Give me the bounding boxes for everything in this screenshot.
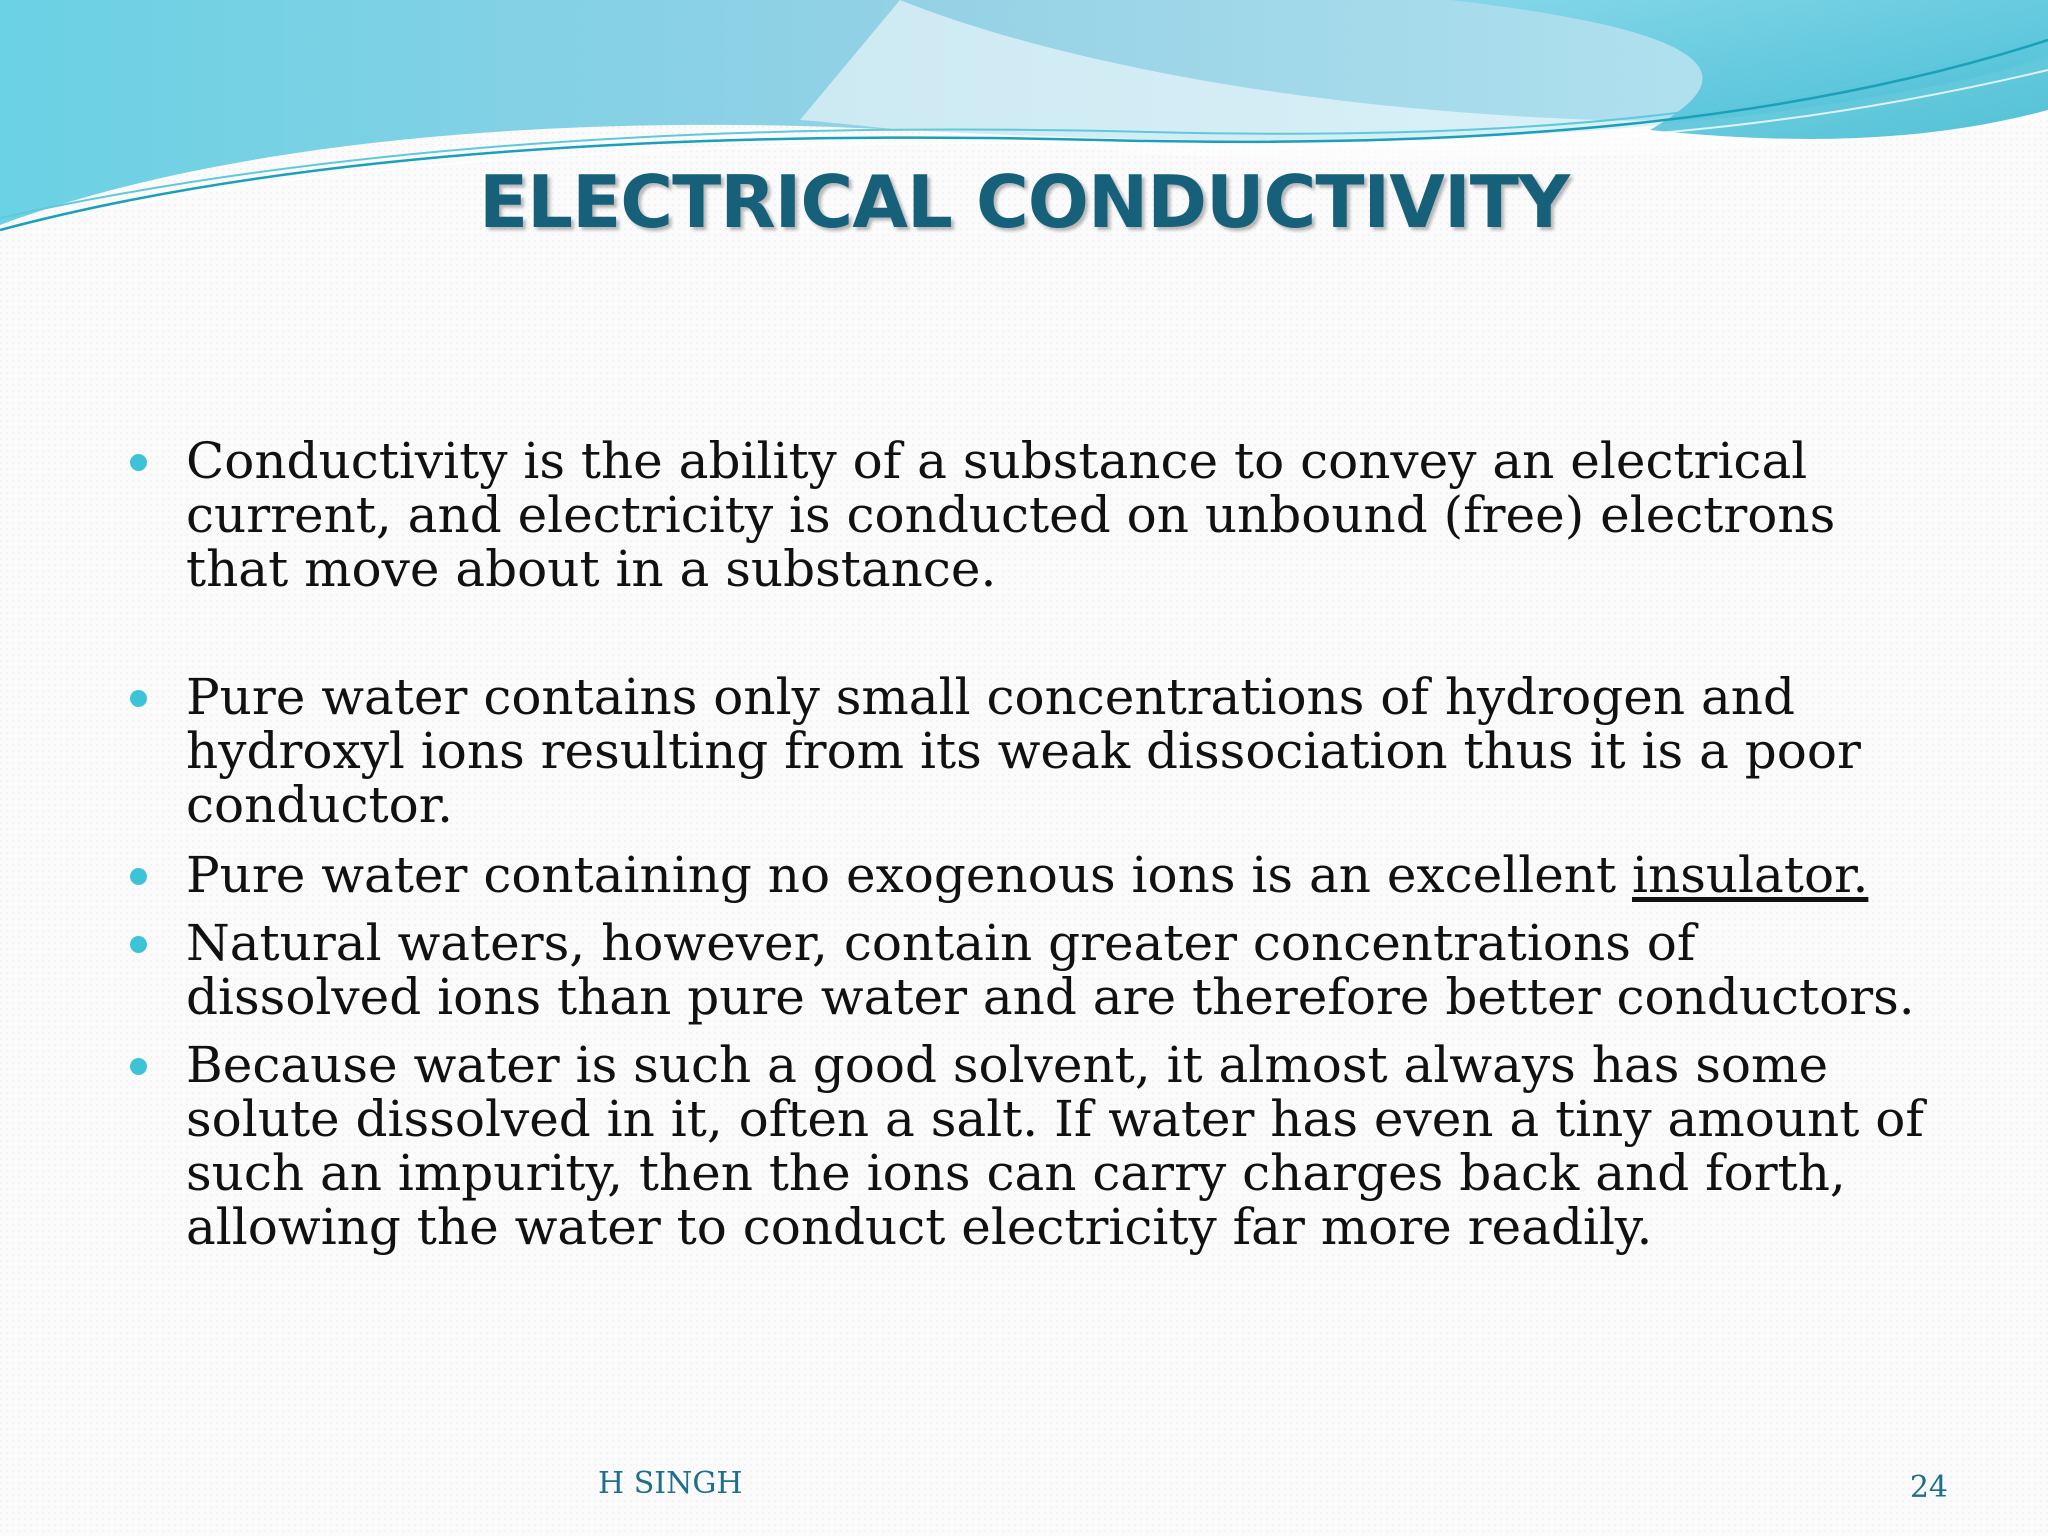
bullet-text: Natural waters, however, contain greater concentrations of dissolved ions than pure water and are therefore better conductors. [186,914,1915,1026]
bullet-item [130,1038,1930,1254]
bullet-item [130,848,1930,902]
bullet-item [130,916,1930,1024]
bullet-text: Because water is such a good solvent, it almost always has some solute dissolved in it, often a salt. If water has even a tiny amount of such an impurity, then the ions can carry charges back and forth, allowing the water to conduct electricity far more readily. [186,1036,1924,1256]
footer-author: H SINGH [598,1466,743,1501]
bullet-dot-icon [130,1058,147,1075]
bullet-text: Pure water containing no exogenous ions is an excellent [186,846,1632,904]
slide-title: ELECTRICAL CONDUCTIVITY [479,160,1569,244]
bullet-dot-icon [130,936,147,953]
bullet-dot-icon [130,690,147,707]
bullet-item [130,670,1930,832]
bullet-item [130,434,1930,596]
bullet-dot-icon [130,868,147,885]
bullet-dot-icon [130,454,147,471]
underlined-term: insulator. [1632,846,1869,904]
bullet-text: Pure water contains only small concentrations of hydrogen and hydroxyl ions resulting from its weak dissociation thus it is a poor conductor. [186,668,1861,834]
bullet-list [130,434,1930,1254]
slide-number: 24 [1909,1470,1948,1505]
bullet-text: Conductivity is the ability of a substance to convey an electrical current, and electricity is conducted on unbound (free) electrons that move about in a substance. [186,432,1836,598]
